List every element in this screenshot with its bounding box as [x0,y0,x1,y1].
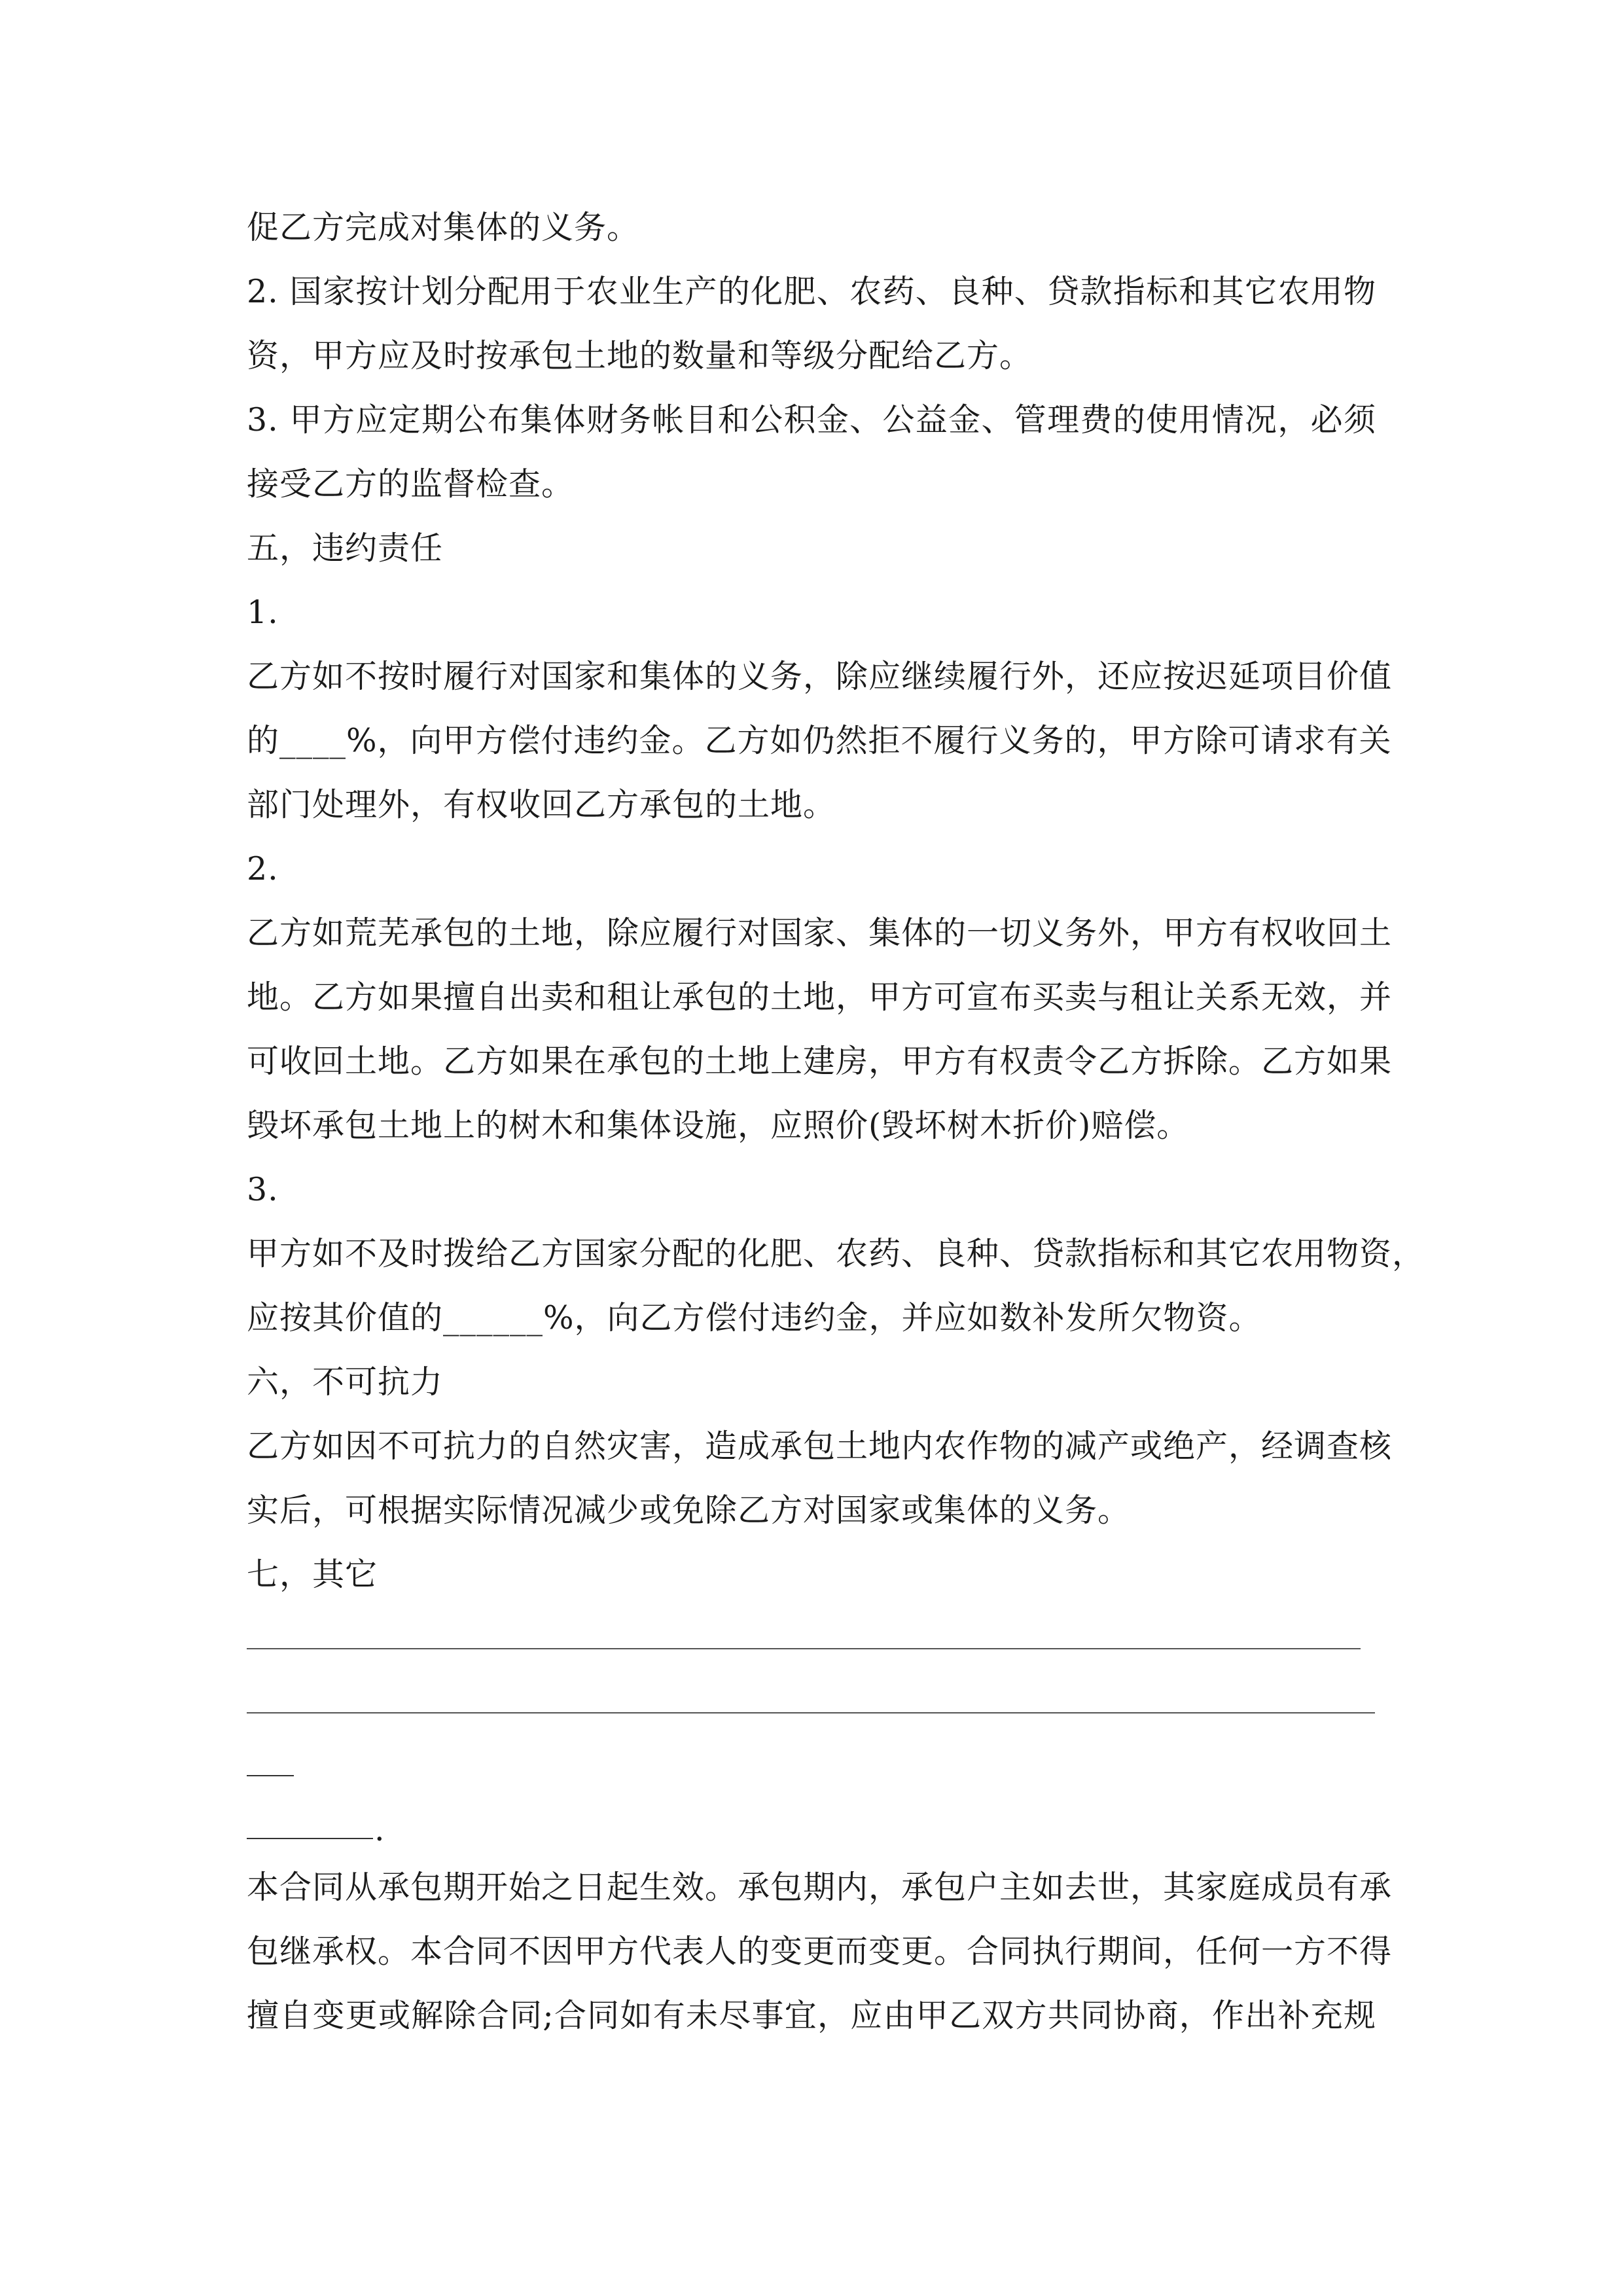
section-heading: 五，违约责任 [247,529,444,567]
text-line: 可收回土地。乙方如果在承包的土地上建房，甲方有权责令乙方拆除。乙方如果 [247,1043,1393,1080]
text-line: 部门处理外，有权收回乙方承包的土地。 [247,786,836,823]
text-line: 乙方如不按时履行对国家和集体的义务，除应继续履行外，还应按迟延项目价值 [247,658,1393,695]
text-line: 乙方如荒芜承包的土地，除应履行对国家、集体的一切义务外，甲方有权收回土 [247,914,1393,952]
text-line: 实后，可根据实际情况减少或免除乙方对国家或集体的义务。 [247,1492,1131,1529]
text-line: 应按其价值的______%，向乙方偿付违约金，并应如数补发所欠物资。 [247,1299,1262,1336]
text-line: 接受乙方的监督检查。 [247,465,575,503]
blank-rule-short [247,1838,373,1839]
blank-rule [247,1712,1375,1713]
section-heading: 六，不可抗力 [247,1363,444,1401]
blank-rule [247,1648,1361,1649]
text-line: 甲方如不及时拨给乙方国家分配的化肥、农药、良种、贷款指标和其它农用物资， [247,1235,1425,1272]
item-number: 2. [247,850,279,888]
text-line: 本合同从承包期开始之日起生效。承包期内，承包户主如去世，其家庭成员有承 [247,1869,1393,1906]
closing-period: . [374,1811,385,1848]
text-line: 资，甲方应及时按承包土地的数量和等级分配给乙方。 [247,337,1033,374]
text-line: 毁坏承包土地上的树木和集体设施，应照价(毁坏树木折价)赔偿。 [247,1107,1190,1144]
text-line: 2. 国家按计划分配用于农业生产的化肥、农药、良种、贷款指标和其它农用物 [247,273,1376,310]
item-number: 3. [247,1171,279,1208]
text-line: 的____%，向甲方偿付违约金。乙方如仍然拒不履行义务的，甲方除可请求有关 [247,722,1392,759]
text-line: 擅自变更或解除合同;合同如有未尽事宜，应由甲乙双方共同协商，作出补充规 [247,1997,1376,2034]
blank-rule-short [247,1775,294,1776]
text-line: 乙方如因不可抗力的自然灾害，造成承包土地内农作物的减产或绝产，经调查核 [247,1427,1393,1465]
text-line: 包继承权。本合同不因甲方代表人的变更而变更。合同执行期间，任何一方不得 [247,1933,1393,1970]
text-line: 3. 甲方应定期公布集体财务帐目和公积金、公益金、管理费的使用情况，必须 [247,401,1376,439]
text-line: 促乙方完成对集体的义务。 [247,209,640,246]
text-line: 地。乙方如果擅自出卖和租让承包的土地，甲方可宣布买卖与租让关系无效，并 [247,978,1393,1016]
item-number: 1. [247,594,279,631]
section-heading: 七，其它 [247,1556,378,1593]
